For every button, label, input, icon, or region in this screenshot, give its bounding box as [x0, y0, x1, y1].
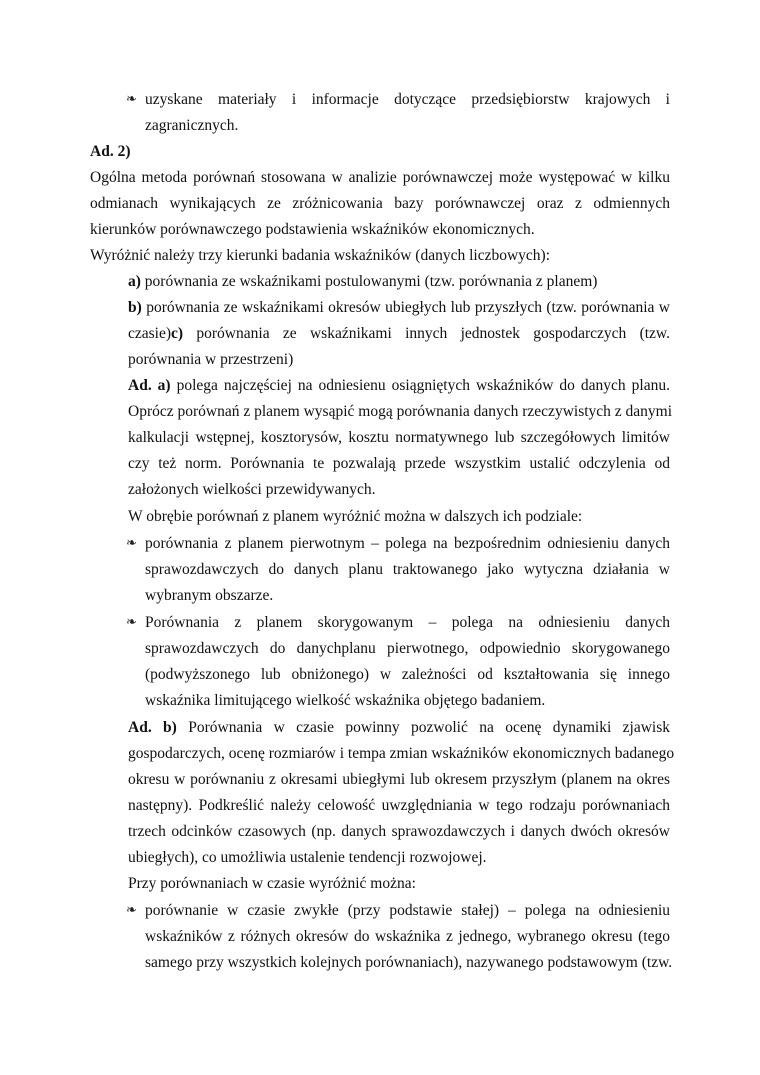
text-line: sprawozdawczych do danychplanu pierwotnego, odpowiednio skorygowanego [145, 640, 670, 657]
text-line: porównania z planem pierwotnym – polega na bezpośrednim odniesieniu danych [145, 535, 670, 552]
text-line [128, 377, 670, 395]
text-line [128, 719, 670, 737]
text-line: porównania w przestrzeni) [128, 351, 294, 368]
bullet-icon: ❧ [126, 536, 137, 551]
text-line: założonych wielkości przewidywanych. [128, 481, 376, 498]
text-line [128, 325, 670, 343]
text-line: okresu w porównaniu z okresami ubiegłymi lub okresem przyszłym (planem na okres [128, 771, 670, 788]
text-line: Porównania z planem skorygowanym – polega na odniesieniu danych [145, 614, 670, 631]
text-line: sprawozdawczych do danych planu traktowanego jako wytyczna działania w [145, 561, 670, 578]
text-line: porównanie w czasie zwykłe (przy podstawie stałej) – polega na odniesieniu [145, 902, 670, 919]
bold-label: b) [128, 299, 142, 316]
text-line: kalkulacji wstępnej, kosztorysów, kosztu normatywnego lub szczegółowych limitów [128, 429, 670, 446]
bullet-icon: ❧ [126, 92, 137, 107]
text-line: gospodarczych, ocenę rozmiarów i tempa zmian wskaźników ekonomicznych badanego [128, 745, 675, 762]
text-line: Oprócz porównań z planem wysąpić mogą porównania danych rzeczywistych z danymi [128, 403, 673, 420]
text-line: Wyróżnić należy trzy kierunki badania wskaźników (danych liczbowych): [90, 247, 551, 264]
bold-label: Ad. a) [128, 377, 171, 394]
text-line: uzyskane materiały i informacje dotyczące przedsiębiorstw krajowych i [145, 91, 670, 108]
text-line: Ogólna metoda porównań stosowana w analizie porównawczej może występować w kilku [90, 169, 670, 186]
text-line: kierunków porównawczego podstawienia wskaźników ekonomicznych. [90, 221, 535, 238]
text-line: odmianach wynikających ze zróżnicowania bazy porównawczej oraz z odmiennych [90, 195, 670, 212]
text-line: wskaźników z różnych okresów do wskaźnika z jednego, wybranego okresu (tego [145, 928, 670, 945]
text-span: porównania ze wskaźnikami innych jednostek gospodarczych (tzw. [183, 325, 670, 342]
text-span: czasie) [128, 325, 172, 342]
text-line: Przy porównaniach w czasie wyróżnić można: [128, 875, 416, 892]
text-line: zagranicznych. [145, 117, 239, 134]
text-span: Porównania w czasie powinny pozwolić na ocenę dynamiki zjawisk [176, 719, 670, 736]
text-line: ubiegłych), co umożliwia ustalenie tendencji rozwojowej. [128, 849, 487, 866]
text-span: polega najczęściej na odniesienu osiągniętych wskaźników do danych planu. [170, 377, 670, 394]
section-heading: Ad. 2) [90, 143, 131, 160]
text-line: wskaźnika limitującego wielkość wskaźnika objętego badaniem. [145, 692, 546, 709]
text-line: następny). Podkreślić należy celowość uwzględniania w tego rodzaju porównaniach [128, 797, 670, 814]
text-span: porównania ze wskaźnikami okresów ubiegłych lub przyszłych (tzw. porównania w [141, 299, 670, 316]
text-line: (podwyższonego lub obniżonego) w zależności od kształtowania się innego [145, 666, 670, 683]
text-line: samego przy wszystkich kolejnych porównaniach), nazywanego podstawowym (tzw. [145, 954, 673, 971]
text-line: trzech odcinków czasowych (np. danych sprawozdawczych i danych dwóch okresów [128, 823, 670, 840]
bold-label: c) [171, 325, 184, 342]
bullet-icon: ❧ [126, 903, 137, 918]
bullet-icon: ❧ [126, 615, 137, 630]
text-line: czy też norm. Porównania te pozwalają przede wszystkim ustalić odczylenia od [128, 455, 670, 472]
text-line: W obrębie porównań z planem wyróżnić można w dalszych ich podziale: [128, 508, 583, 525]
text-span: porównania ze wskaźnikami postulowanymi (tzw. porównania z planem) [140, 273, 598, 290]
text-line [128, 273, 597, 291]
bold-label: Ad. b) [128, 719, 177, 736]
text-line: wybranym obszarze. [145, 587, 274, 604]
text-line [128, 299, 670, 317]
bold-label: a) [128, 273, 141, 290]
